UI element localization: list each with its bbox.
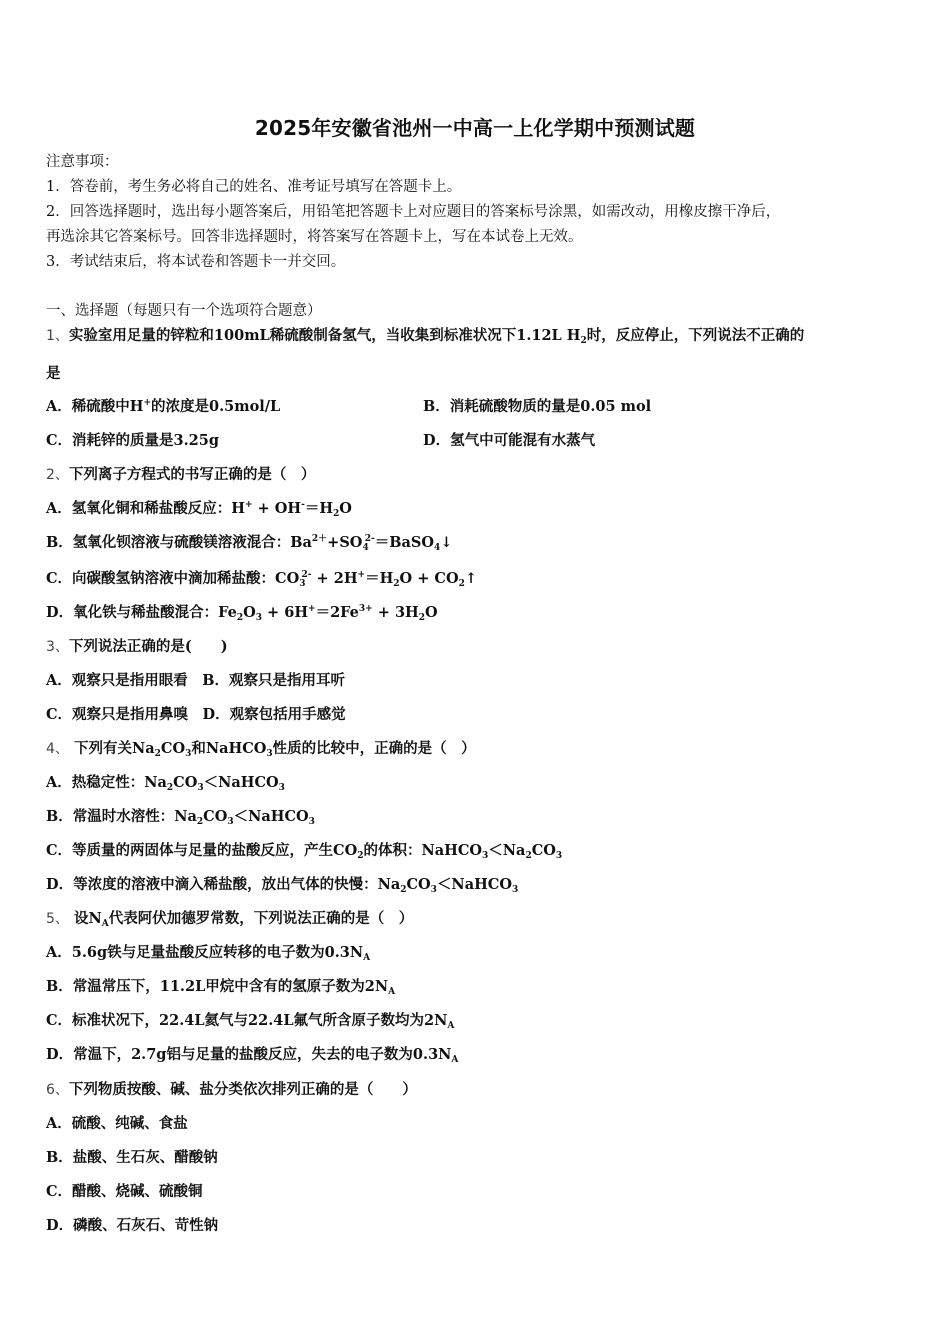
question-6-option-d: D．磷酸、石灰石、苛性钠 [46, 1217, 219, 1234]
question-5-option-c: C．标准状况下，22.4L氦气与22.4L氟气所含原子数均为$2N_A$ [46, 1012, 455, 1031]
notice-item: 1．答卷前，考生务必将自己的姓名、准考证号填写在答题卡上。 [46, 179, 462, 195]
question-4-option-a: A．热稳定性：$Na_2CO_3<NaHCO_3$ [46, 774, 285, 793]
question-2-option-a: A．氢氧化铜和稀盐酸反应：$H^+ + OH^-=H_2O$ [46, 500, 352, 519]
question-2-option-b: B．氢氧化钡溶液与硫酸镁溶液混合：$Ba^{2+}+SO_4^{2-}=BaSO_4↓$ [46, 534, 453, 553]
option-a [46, 398, 280, 415]
question-5-stem: 5、 设$N_A$代表阿伏加德罗常数，下列说法正确的是（ ） [46, 910, 414, 929]
question-5-option-b: B．常温常压下，11.2L甲烷中含有的氢原子数为$2N_A$ [46, 978, 396, 997]
question-6-option-c: C．醋酸、烧碱、硫酸铜 [46, 1183, 203, 1200]
option-text: 的浓度是0.5mol/L [151, 398, 281, 415]
section-heading: 一、选择题（每题只有一个选项符合题意） [46, 303, 322, 319]
question-text: 下列离子方程式的书写正确的是（ ） [68, 466, 316, 483]
question-6-stem [46, 1080, 417, 1100]
question-4-option-b: B．常温时水溶性：$Na_2CO_3<NaHCO_3$ [46, 808, 315, 827]
question-text: 时，反应停止，下列说法不正确的 [586, 327, 805, 344]
question-2-option-c: C．向碳酸氢钠溶液中滴加稀盐酸：$CO_3^{2-} + 2H^+=H_2O$ + $CO_2↑$ [46, 570, 478, 589]
question-3-options-ab: A．观察只是指用眼看 B．观察只是指用耳听 [46, 672, 346, 689]
question-3-options-cd: C．观察只是指用鼻嗅 D．观察包括用手感觉 [46, 706, 346, 723]
superscript: + [143, 398, 151, 408]
question-6-option-b: B．盐酸、生石灰、醋酸钠 [46, 1149, 218, 1166]
question-5-option-d: D．常温下，2.7g铝与足量的盐酸反应，失去的电子数为$0.3N_A$ [46, 1046, 459, 1065]
question-text: 下列物质按酸、碱、盐分类依次排列正确的是（ ） [68, 1081, 417, 1098]
question-6-option-a: A．硫酸、纯碱、食盐 [46, 1115, 188, 1132]
question-number: 4、 [46, 741, 69, 757]
question-text: 是 [46, 365, 61, 382]
question-2-option-d: D．氧化铁与稀盐酸混合：$Fe_2O_3 + 6H^+=2Fe^{3+} + 3H_2O$ [46, 604, 438, 623]
question-text: 下列说法正确的是( ) [68, 638, 228, 655]
question-1-options-ab [46, 397, 906, 417]
question-1-stem [46, 326, 804, 346]
notice-heading: 注意事项： [46, 154, 119, 170]
question-2-stem [46, 465, 315, 485]
question-number: 1、 [46, 328, 69, 344]
question-number: 6、 [46, 1082, 69, 1098]
question-1-options-cd [46, 431, 906, 451]
option-d: D．氢气中可能混有水蒸气 [423, 432, 596, 449]
question-5-option-a: A．5.6g铁与足量盐酸反应转移的电子数为$0.3N_A$ [46, 944, 371, 963]
option-b: B．消耗硫酸物质的量是0.05 mol [423, 398, 652, 415]
option-text: A．稀硫酸中H [46, 398, 144, 415]
option-c: C．消耗锌的质量是3.25g [46, 432, 219, 449]
question-number: 2、 [46, 467, 69, 483]
exam-title: 2025年安徽省池州一中高一上化学期中预测试题 [254, 116, 696, 140]
question-4-stem: 4、 下列有关$Na_2CO_3$和NaHCO$_3$性质的比较中，正确的是（ ） [46, 740, 476, 759]
question-4-option-d: D．等浓度的溶液中滴入稀盐酸，放出气体的快慢：$Na_2CO_3<NaHCO_3$ [46, 876, 519, 895]
question-4-option-c: C．等质量的两固体与足量的盐酸反应，产生$CO_2$的体积：$NaHCO_3<Na_2CO_3$ [46, 842, 563, 861]
notice-item: 3．考试结束后，将本试卷和答题卡一并交回。 [46, 254, 346, 270]
question-number: 3、 [46, 639, 69, 655]
subscript: 2 [580, 336, 587, 346]
question-text: 实验室用足量的锌粒和100mL稀硫酸制备氢气，当收集到标准状况下1.12L H [68, 327, 581, 344]
question-3-stem [46, 637, 228, 657]
notice-item: 再选涂其它答案标号。回答非选择题时，将答案写在答题卡上，写在本试卷上无效。 [46, 229, 583, 245]
question-1-stem-cont [46, 364, 61, 384]
question-number: 5、 [46, 911, 69, 927]
notice-item: 2．回答选择题时，选出每小题答案后，用铅笔把答题卡上对应题目的答案标号涂黑，如需改动，用橡皮擦干净后， [46, 204, 781, 220]
